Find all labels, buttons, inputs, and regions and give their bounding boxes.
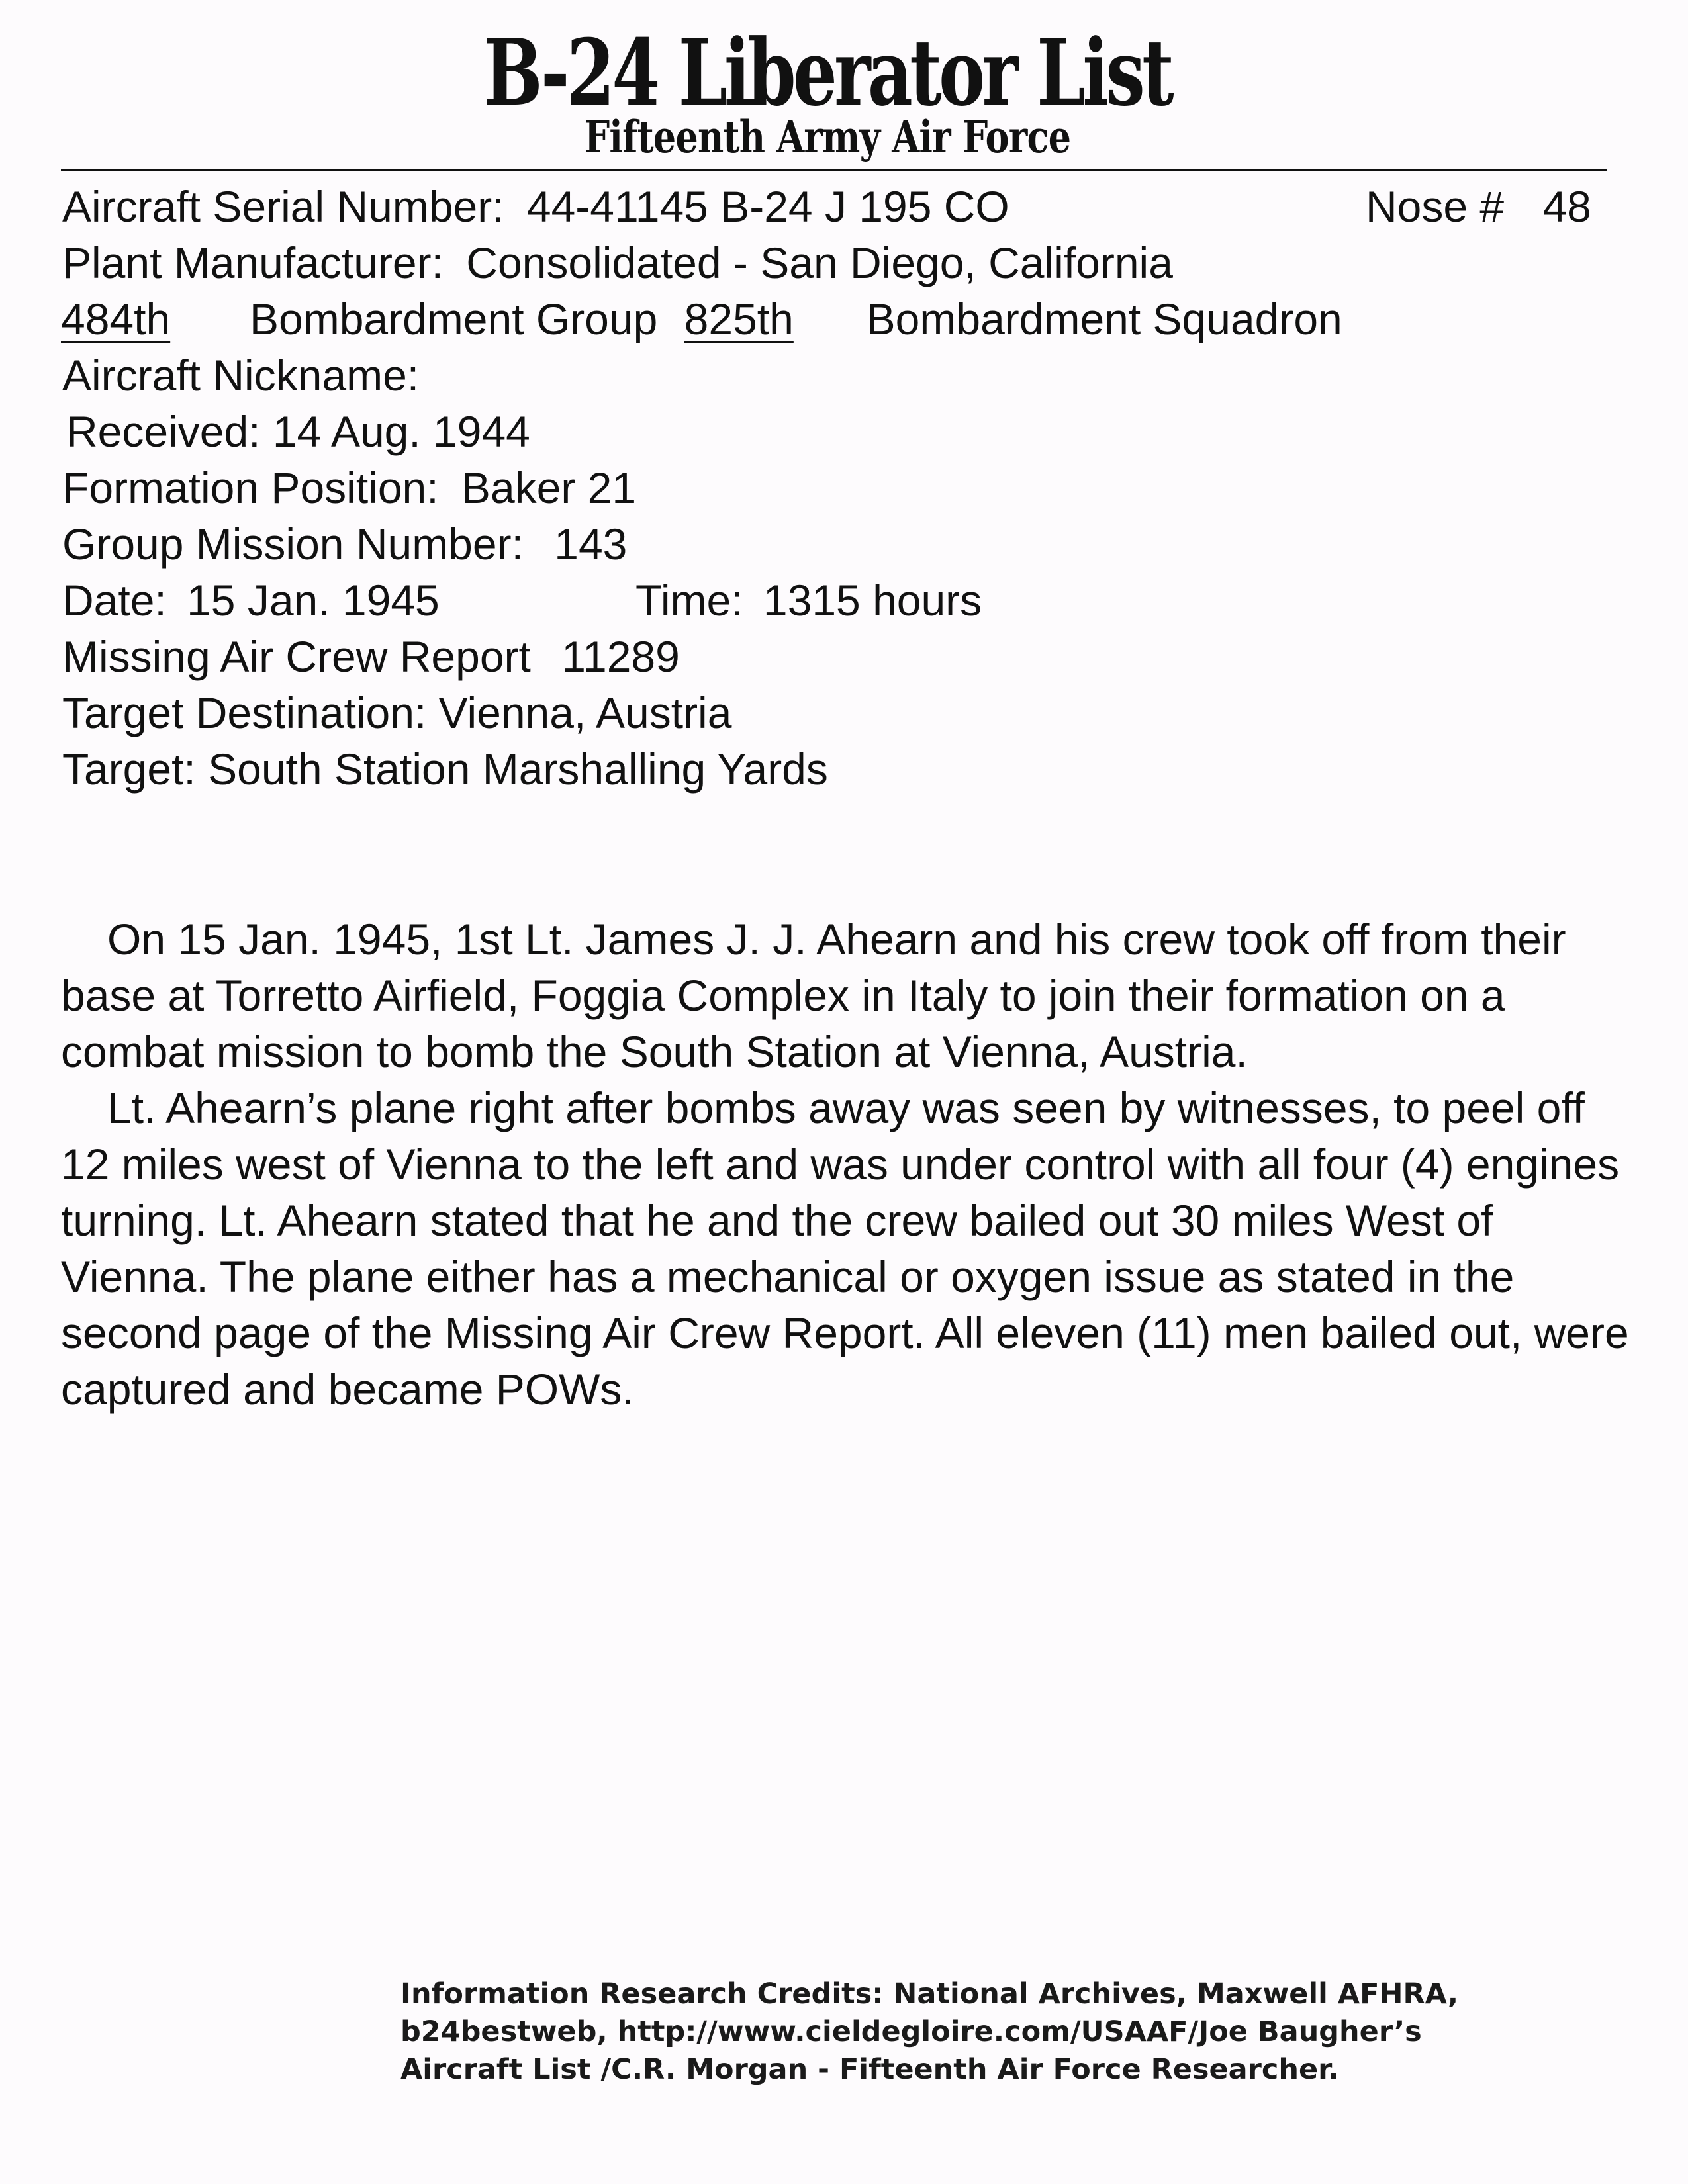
target-value: South Station Marshalling Yards <box>208 745 828 794</box>
nose-number-label: Nose # <box>1366 182 1505 231</box>
group-label: Bombardment Group <box>250 295 658 343</box>
serial-number-label: Aircraft Serial Number: <box>62 182 504 231</box>
time-label: Time: <box>635 576 743 625</box>
target-destination-value: Vienna, Austria <box>438 688 732 737</box>
mission-number-value: 143 <box>554 520 628 569</box>
nose-number-value: 48 <box>1542 182 1591 231</box>
time-value: 1315 hours <box>763 576 982 625</box>
group-number: 484th <box>61 295 171 343</box>
formation-position-row <box>62 461 636 514</box>
target-destination-row <box>62 686 731 739</box>
macr-value: 11289 <box>561 632 680 681</box>
nose-number-row <box>1366 180 1591 233</box>
narrative-paragraph-2: Lt. Ahearn’s plane right after bombs away was seen by witnesses, to peel off 12 miles west of Vienna to the left and was under control with all four (4) engines turning. Lt. Ahearn stated that he and the crew bailed out 30 miles West of Vienna. The plane either has a mechanical or oxygen issue as stated in the second page of the Missing Air Crew Report. All eleven (11) men bailed out, were captured and became POWs. <box>61 1083 1629 1414</box>
plant-manufacturer-row <box>62 236 1173 289</box>
squadron-number: 825th <box>684 295 794 343</box>
macr-row <box>62 630 680 683</box>
header-rule <box>61 169 1607 171</box>
narrative-paragraph-1: On 15 Jan. 1945, 1st Lt. James J. J. Ahearn and his crew took off from their base at Torretto Airfield, Foggia Complex in Italy to join their formation on a combat mission to bomb the South Station at Vienna, Austria. <box>61 915 1566 1076</box>
date-row <box>62 574 440 627</box>
target-destination-label: Target Destination: <box>62 688 427 737</box>
document-subtitle: Fifteenth Army Air Force <box>584 111 1071 163</box>
received-row <box>66 405 530 458</box>
document-title: B-24 Liberator List <box>483 19 1172 126</box>
formation-position-label: Formation Position: <box>62 463 439 512</box>
date-value: 15 Jan. 1945 <box>187 576 440 625</box>
credits-line-1: Information Research Credits: National Archives, Maxwell AFHRA, <box>400 1978 1459 2011</box>
nickname-label: Aircraft Nickname: <box>62 351 420 400</box>
date-label: Date: <box>62 576 167 625</box>
nickname-row <box>62 349 419 402</box>
target-row <box>62 743 828 796</box>
squadron-label: Bombardment Squadron <box>866 295 1342 343</box>
research-credits <box>400 1976 1458 2089</box>
macr-label: Missing Air Crew Report <box>62 632 531 681</box>
target-label: Target: <box>62 745 196 794</box>
mission-number-row <box>62 518 627 570</box>
received-label: Received: <box>66 407 261 456</box>
serial-number-row <box>62 180 1009 233</box>
serial-number-value: 44-41145 B-24 J 195 CO <box>526 182 1009 231</box>
mission-number-label: Group Mission Number: <box>62 520 524 569</box>
group-squadron-row <box>61 293 1342 345</box>
plant-manufacturer-label: Plant Manufacturer: <box>62 238 444 287</box>
credits-line-2: b24bestweb, http://www.cieldegloire.com/USAAF/Joe Baugher’s <box>400 2015 1422 2048</box>
time-row <box>635 574 982 627</box>
plant-manufacturer-value: Consolidated - San Diego, California <box>466 238 1173 287</box>
credits-line-3: Aircraft List /C.R. Morgan - Fifteenth Air Force Researcher. <box>400 2053 1339 2086</box>
narrative <box>61 911 1636 1418</box>
received-value: 14 Aug. 1944 <box>272 407 530 456</box>
formation-position-value: Baker 21 <box>461 463 637 512</box>
